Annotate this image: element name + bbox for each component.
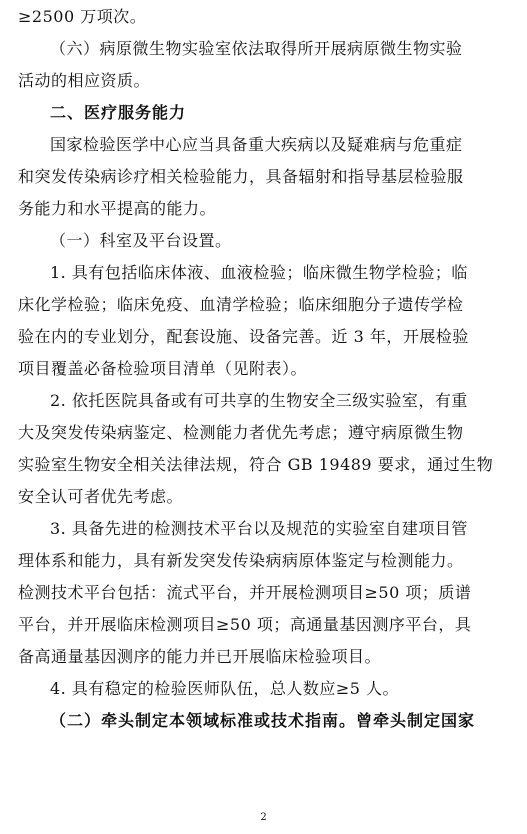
text-line: 验在内的专业划分，配套设施、设备完善。近 3 年，开展检验	[18, 327, 469, 346]
text-line: （二）牵头制定本领域标准或技术指南。曾牵头制定国家	[50, 711, 476, 730]
text-line: 活动的相应资质。	[18, 71, 151, 90]
paragraph-h2	[18, 97, 510, 129]
text-line: 检测技术平台包括：流式平台，并开展检测项目≥50 项；质谱	[18, 583, 472, 602]
text-line: 备高通量基因测序的能力并已开展临床检验项目。	[18, 647, 382, 666]
text-line: 1. 具有包括临床体液、血液检验；临床微生物学检验；临	[50, 263, 468, 282]
paragraph-cont	[18, 1, 510, 33]
paragraph-item4	[18, 673, 510, 705]
text-line: （六）病原微生物实验室依法取得所开展病原微生物实验	[50, 39, 463, 58]
page-number: 2	[260, 812, 267, 823]
text-line: （一）科室及平台设置。	[50, 231, 232, 250]
text-line: 平台，并开展临床检测项目≥50 项；高通量基因测序平台，具	[18, 615, 472, 634]
paragraph-item1	[18, 257, 510, 385]
text-line: 实验室生物安全相关法律法规，符合 GB 19489 要求，通过生物	[18, 455, 494, 474]
paragraph-sub1	[18, 225, 510, 257]
text-line: 和突发传染病诊疗相关检验能力，具备辐射和指导基层检验服	[18, 167, 464, 186]
text-line: 3. 具备先进的检测技术平台以及规范的实验室自建项目管	[50, 519, 468, 538]
text-line: 4. 具有稳定的检验医师队伍，总人数应≥5 人。	[50, 679, 400, 698]
text-line: 项目覆盖必备检验项目清单（见附表）。	[18, 359, 308, 378]
text-line: 理体系和能力，具有新发突发传染病病原体鉴定与检测能力。	[18, 551, 464, 570]
paragraph-sub2	[18, 705, 510, 737]
paragraph-intro	[18, 129, 510, 225]
text-line: 二、医疗服务能力	[50, 103, 187, 122]
text-line: 国家检验医学中心应当具备重大疾病以及疑难病与危重症	[50, 135, 463, 154]
paragraph-item2	[18, 385, 510, 513]
paragraph-six	[18, 33, 510, 97]
text-line: 安全认可者优先考虑。	[18, 487, 184, 506]
text-line: 2. 依托医院具备或有可共享的生物安全三级实验室，有重	[50, 391, 468, 410]
document-body	[18, 1, 510, 737]
text-line: 务能力和水平提高的能力。	[18, 199, 217, 218]
paragraph-item3	[18, 513, 510, 673]
text-line: 大及突发传染病鉴定、检测能力者优先考虑；遵守病原微生物	[18, 423, 464, 442]
text-line: 床化学检验；临床免疫、血清学检验；临床细胞分子遗传学检	[18, 295, 464, 314]
text-line: ≥2500 万项次。	[18, 7, 147, 26]
